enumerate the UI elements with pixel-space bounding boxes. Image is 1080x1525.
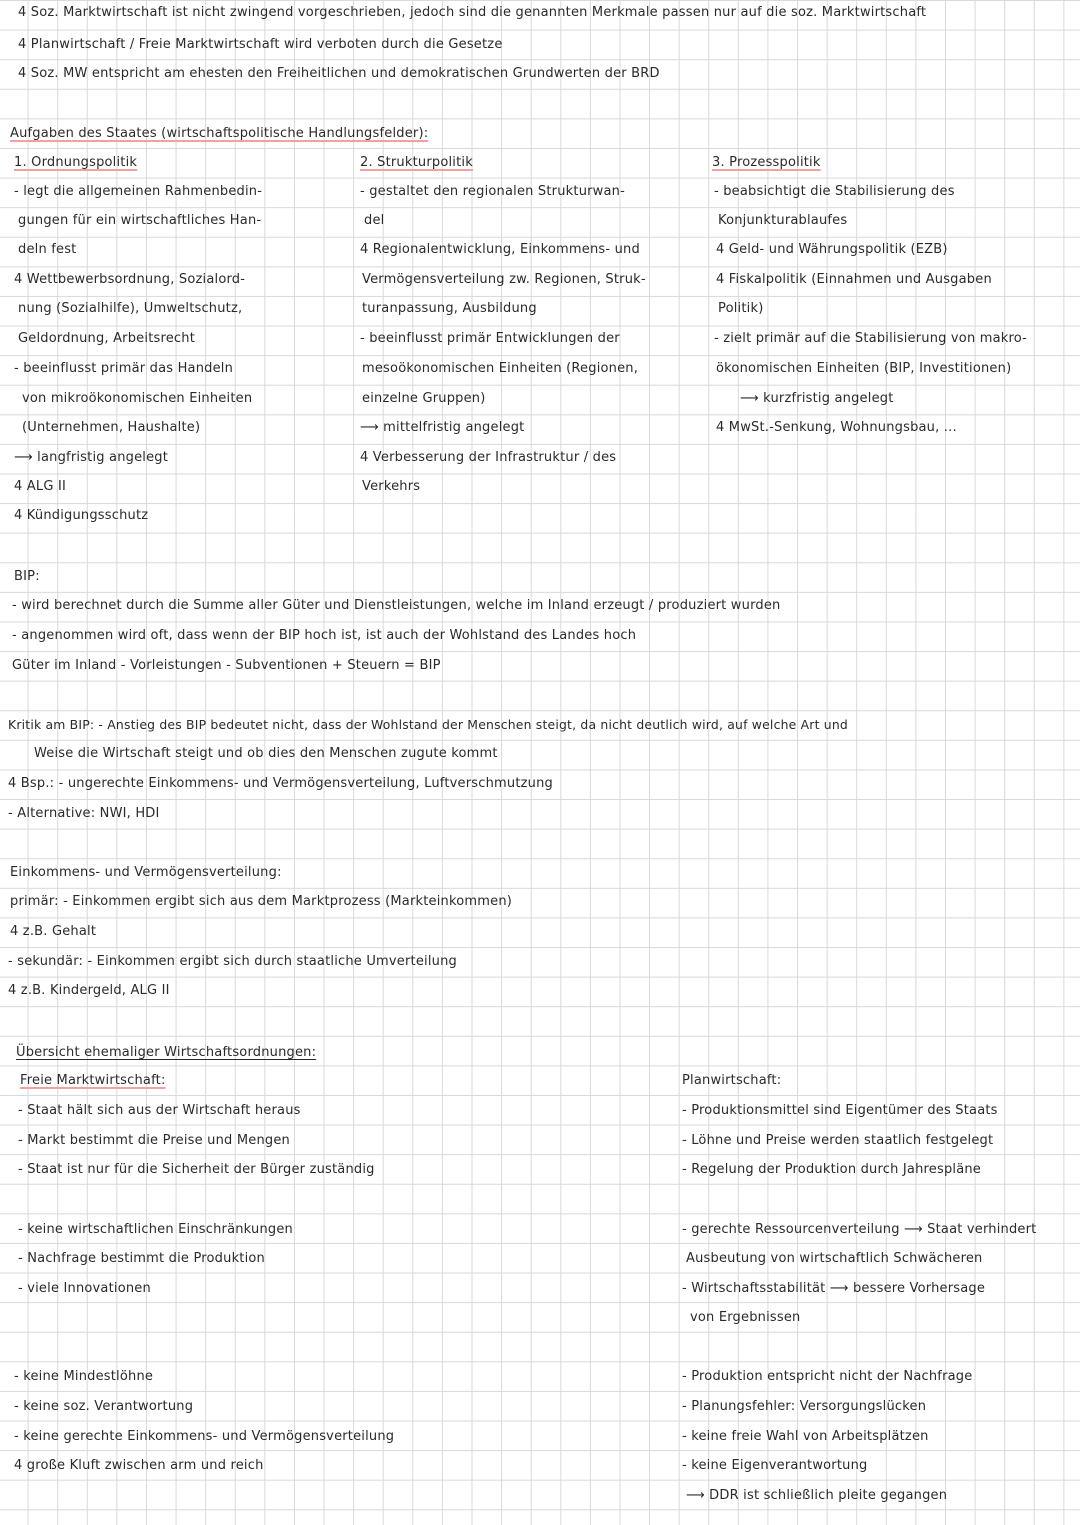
staat-heading: Aufgaben des Staates (wirtschaftspolitische Handlungsfelder):	[10, 126, 429, 141]
planwirtschaft-line: - keine Eigenverantwortung	[682, 1458, 868, 1473]
prozesspolitik-line: 4 MwSt.-Senkung, Wohnungsbau, ...	[716, 420, 957, 435]
marktwirtschaft-line: - Staat hält sich aus der Wirtschaft heraus	[18, 1103, 301, 1118]
einkommen-line: 4 z.B. Kindergeld, ALG II	[8, 983, 170, 998]
ordnungspolitik-line: - beeinflusst primär das Handeln	[14, 361, 234, 376]
prozesspolitik-line: - beabsichtigt die Stabilisierung des	[714, 184, 955, 199]
strukturpolitik-line: 4 Regionalentwicklung, Einkommens- und	[360, 242, 640, 257]
marktwirtschaft-line: - keine gerechte Einkommens- und Vermögensverteilung	[14, 1429, 395, 1444]
strukturpolitik-line: - beeinflusst primär Entwicklungen der	[360, 331, 620, 346]
uebersicht-heading: Übersicht ehemaliger Wirtschaftsordnungen:	[16, 1045, 317, 1060]
marktwirtschaft-title: Freie Marktwirtschaft:	[20, 1073, 166, 1088]
bip-line: - wird berechnet durch die Summe aller Güter und Dienstleistungen, welche im Inland erzeugt / produziert wurden	[12, 598, 781, 613]
einkommen-heading: Einkommens- und Vermögensverteilung:	[10, 865, 282, 880]
strukturpolitik-line: del	[364, 213, 385, 228]
prozesspolitik-line: ökonomischen Einheiten (BIP, Investitionen)	[716, 361, 1012, 376]
einkommen-line: primär: - Einkommen ergibt sich aus dem Marktprozess (Markteinkommen)	[10, 894, 513, 909]
ordnungspolitik-line: von mikroökonomischen Einheiten	[22, 391, 253, 406]
planwirtschaft-line: - keine freie Wahl von Arbeitsplätzen	[682, 1429, 929, 1444]
intro-line-3: 4 Soz. MW entspricht am ehesten den Freiheitlichen und demokratischen Grundwerten der BRD	[18, 66, 660, 81]
prozesspolitik-title: 3. Prozesspolitik	[712, 155, 821, 170]
kritik-line: Kritik am BIP: - Anstieg des BIP bedeutet nicht, dass der Wohlstand der Menschen steigt, da nicht deutlich wird, auf welche Art und	[8, 717, 848, 732]
intro-line-2: 4 Planwirtschaft / Freie Marktwirtschaft wird verboten durch die Gesetze	[18, 37, 503, 52]
planwirtschaft-line: - Produktion entspricht nicht der Nachfrage	[682, 1369, 973, 1384]
prozesspolitik-line: Politik)	[718, 301, 764, 316]
ordnungspolitik-line: 4 Kündigungsschutz	[14, 508, 149, 523]
marktwirtschaft-line: 4 große Kluft zwischen arm und reich	[14, 1458, 264, 1473]
ordnungspolitik-line: gungen für ein wirtschaftliches Han-	[18, 213, 262, 228]
marktwirtschaft-line: - Staat ist nur für die Sicherheit der Bürger zuständig	[18, 1162, 375, 1177]
planwirtschaft-line: - Regelung der Produktion durch Jahrespläne	[682, 1162, 982, 1177]
ordnungspolitik-line: 4 ALG II	[14, 479, 67, 494]
prozesspolitik-line: 4 Fiskalpolitik (Einnahmen und Ausgaben	[716, 272, 992, 287]
marktwirtschaft-line: - Nachfrage bestimmt die Produktion	[18, 1251, 265, 1266]
strukturpolitik-line: mesoökonomischen Einheiten (Regionen,	[362, 361, 639, 376]
marktwirtschaft-line: - Markt bestimmt die Preise und Mengen	[18, 1133, 290, 1148]
prozesspolitik-line: Konjunkturablaufes	[718, 213, 848, 228]
ordnungspolitik-line: (Unternehmen, Haushalte)	[22, 420, 201, 435]
einkommen-line: - sekundär: - Einkommen ergibt sich durch staatliche Umverteilung	[8, 954, 457, 969]
marktwirtschaft-line: - keine Mindestlöhne	[14, 1369, 154, 1384]
einkommen-line: 4 z.B. Gehalt	[10, 924, 97, 939]
bip-formula: Güter im Inland - Vorleistungen - Subventionen + Steuern = BIP	[12, 658, 441, 673]
strukturpolitik-line: einzelne Gruppen)	[362, 391, 486, 406]
intro-line-1: 4 Soz. Marktwirtschaft ist nicht zwingend vorgeschrieben, jedoch sind die genannten Merkmale passen nur auf die soz. Marktwirtschaft	[18, 5, 927, 20]
ordnungspolitik-line: 4 Wettbewerbsordnung, Sozialord-	[14, 272, 246, 287]
planwirtschaft-line: ⟶ DDR ist schließlich pleite gegangen	[686, 1488, 948, 1503]
ordnungspolitik-line: ⟶ langfristig angelegt	[14, 450, 169, 465]
prozesspolitik-line: ⟶ kurzfristig angelegt	[740, 391, 894, 406]
planwirtschaft-line: - gerechte Ressourcenverteilung ⟶ Staat verhindert	[682, 1222, 1037, 1237]
strukturpolitik-line: turanpassung, Ausbildung	[362, 301, 537, 316]
bip-heading: BIP:	[14, 569, 40, 584]
marktwirtschaft-line: - viele Innovationen	[18, 1281, 151, 1296]
strukturpolitik-title: 2. Strukturpolitik	[360, 155, 473, 170]
marktwirtschaft-line: - keine soz. Verantwortung	[14, 1399, 194, 1414]
planwirtschaft-line: - Wirtschaftsstabilität ⟶ bessere Vorhersage	[682, 1281, 986, 1296]
strukturpolitik-line: - gestaltet den regionalen Strukturwan-	[360, 184, 626, 199]
strukturpolitik-line: Verkehrs	[362, 479, 421, 494]
kritik-line: Weise die Wirtschaft steigt und ob dies den Menschen zugute kommt	[34, 746, 498, 761]
kritik-line: - Alternative: NWI, HDI	[8, 806, 160, 821]
planwirtschaft-line: - Produktionsmittel sind Eigentümer des Staats	[682, 1103, 998, 1118]
planwirtschaft-line: - Löhne und Preise werden staatlich festgelegt	[682, 1133, 994, 1148]
planwirtschaft-line: - Planungsfehler: Versorgungslücken	[682, 1399, 927, 1414]
prozesspolitik-line: - zielt primär auf die Stabilisierung von makro-	[714, 331, 1028, 346]
planwirtschaft-line: Ausbeutung von wirtschaftlich Schwächeren	[686, 1251, 983, 1266]
planwirtschaft-line: von Ergebnissen	[690, 1310, 801, 1325]
ordnungspolitik-line: deln fest	[18, 242, 77, 257]
kritik-line: 4 Bsp.: - ungerechte Einkommens- und Vermögensverteilung, Luftverschmutzung	[8, 776, 553, 791]
strukturpolitik-line: ⟶ mittelfristig angelegt	[360, 420, 525, 435]
ordnungspolitik-line: Geldordnung, Arbeitsrecht	[18, 331, 196, 346]
marktwirtschaft-line: - keine wirtschaftlichen Einschränkungen	[18, 1222, 293, 1237]
strukturpolitik-line: Vermögensverteilung zw. Regionen, Struk-	[362, 272, 646, 287]
prozesspolitik-line: 4 Geld- und Währungspolitik (EZB)	[716, 242, 948, 257]
strukturpolitik-line: 4 Verbesserung der Infrastruktur / des	[360, 450, 617, 465]
ordnungspolitik-title: 1. Ordnungspolitik	[14, 155, 138, 170]
bip-line: - angenommen wird oft, dass wenn der BIP hoch ist, ist auch der Wohlstand des Landes hoch	[12, 628, 637, 643]
ordnungspolitik-line: nung (Sozialhilfe), Umweltschutz,	[18, 301, 243, 316]
planwirtschaft-title: Planwirtschaft:	[682, 1073, 782, 1088]
ordnungspolitik-line: - legt die allgemeinen Rahmenbedin-	[14, 184, 263, 199]
